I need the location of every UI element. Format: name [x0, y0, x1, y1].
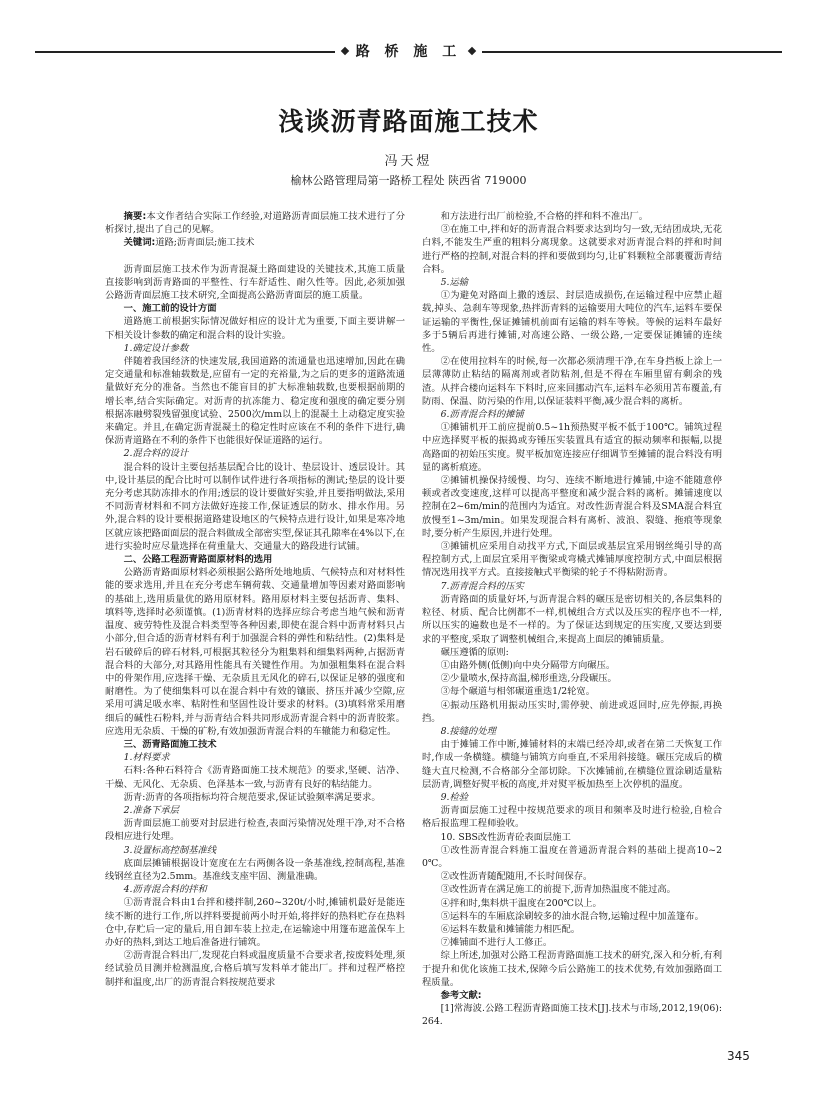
- keywords-label: 关键词:: [123, 237, 156, 249]
- subsection-heading: 8.接缝的处理: [440, 725, 496, 737]
- paragraph: 沥青面层施工技术作为沥青混凝土路面建设的关键技术,其施工质量直接影响到沥青路面的平整性、行车舒适性、耐久性等。因此,必须加强公路沥青面层施工技术研究,全面提高公路沥青面层的施工质量。: [105, 263, 405, 302]
- paragraph: 10. SBS改性沥青砼表面层施工: [440, 831, 571, 843]
- references-heading: 参考文献:: [440, 989, 482, 1001]
- subsection-heading: 7.沥青混合料的压实: [440, 580, 524, 592]
- paragraph: ①摊铺机开工前应提前0.5~1h预热熨平板不低于100℃。铺筑过程中应选择熨平板的振捣或夯锤压实装置具有适宜的振动频率和振幅,以提高路面的初始压实度。熨平板加宽连接应仔细调节至摊铺的混合料没有明显的离析痕迹。: [422, 422, 722, 473]
- subsection-heading: 2.准备下承层: [123, 804, 179, 816]
- paragraph: ③改性沥青在满足施工的前提下,沥青加热温度不能过高。: [440, 884, 676, 896]
- paragraph: ⑦摊铺面不进行人工修正。: [440, 937, 553, 949]
- paragraph: ①沥青混合料由1台拌和楼拌制,260~320t/小时,摊铺机最好是能连续不断的进行工作,所以拌料要提前两小时开始,将拌好的热料贮存在热料仓中,存贮后一定的量后,用自卸车装上拉走,在运输途中用篷布遮盖保车上办好的热料,到达工地后准备进行铺筑。: [105, 897, 405, 948]
- section-header: [0, 38, 817, 64]
- paragraph: 沥青路面的质量好坏,与沥青混合料的碾压是密切相关的,各层集料的粒径、材质、配合比例都不一样,机械组合方式以及压实的程序也不一样,所以压实的遍数也是不一样的。为了保证达到规定的压实度,又要达到要求的平整度,采取了调整机械组合,来提高上面层的摊铺质量。: [422, 593, 722, 645]
- paragraph: ①为避免对路面上撒的透层、封层造成损伤,在运输过程中应禁止超载,掉头、急刹车等现象,热拌沥青料的运输要用大吨位的汽车,运料车要保证运输的平衡性,保证摊铺机前面有运输的料车等候。等候的运料车最好多于5辆后再进行摊铺,对高速公路、一级公路,一定要保证摊铺的连续性。: [422, 290, 722, 355]
- paragraph: 碾压遵循的原则:: [440, 646, 509, 658]
- section-label: 路 桥 施 工: [355, 44, 462, 60]
- keywords-text: 道路;沥青面层;施工技术: [155, 237, 255, 249]
- paragraph: ⑥运料车数量和摊铺能力相匹配。: [440, 923, 581, 935]
- article-title: 浅谈沥青路面施工技术: [278, 107, 539, 136]
- paragraph: ③摊铺机应采用自动找平方式,下面层或基层宜采用钢丝绳引导的高程控制方式,上面层宜采用平衡梁或弯橇式摊铺厚度控制方式,中面层根据情况选用找平方式。直接接触式平衡梁的轮子不得粘附沥青。: [422, 541, 722, 579]
- paragraph: ⑤运料车的车厢底涂刷较多的油水混合物,运输过程中加盖篷布。: [440, 910, 704, 922]
- section-heading: 三、沥青路面施工技术: [123, 738, 217, 750]
- section-heading: 一、施工前的设计方面: [123, 303, 217, 315]
- paragraph: ③每个碾道与相邻碾道重迭1/2轮宽。: [440, 686, 596, 698]
- paragraph: 和方法进行出厂前检验,不合格的拌和料不准出厂。: [440, 211, 649, 222]
- header-diamond-left: [340, 47, 348, 55]
- paragraph: 公路沥青路面原材料必须根据公路所处地地质、气候特点和对材料性能的要求选用,并且在充分考虑车辆荷载、交通量增加等因素对路面影响的基础上,选用质量优的路用原材料。路用原材料主要包括沥青、集料、填料等,选择时必须谨慎。(1)沥青材料的选择应综合考虑当地气候和沥青温度、疲劳特性及混合料类型等各种因素,即使在混合料中沥青材料只占小部分,但合适的沥青材料有利于加强混合料的弹性和粘结性。(2)集料是岩石破碎后的碎石材料,可根据其粒径分为粗集料和细集料两种,占据沥青混合料的大部分,对其路用性能具有关键性作用。为加强粗集料在混合料中的骨架作用,应选择干燥、无杂质且无风化的碎石,以保证足够的强度和耐磨性。为了使细集料可以在混合料中有效的镶嵌、挤压并减少空隙,应采用可满足吸水率、粘附性和坚固性设计要求的材料。(3)填料常采用磨细后的碱性石粉料,并与沥青结合料共同形成沥青混合料中的沥青胶浆。应选用无杂质、干燥的矿粉,有效加强沥青混合料的车辙能力和稳定性。: [105, 567, 405, 737]
- paragraph: 由于摊铺工作中断,摊铺材料的末端已经冷却,或者在第二天恢复工作时,作成一条横缝。横缝与铺筑方向垂直,不采用斜接缝。碾压完成后的横缝大直尺检测,不合格部分全部切除。下次摊铺前,在横缝位置涂刷适量粘层沥青,调整好熨平板的高度,并对熨平板加热至上次停机的温度。: [422, 739, 722, 790]
- abstract-spacer: [105, 250, 405, 263]
- paragraph: 混合料的设计主要包括基层配合比的设计、垫层设计、透层设计。其中,设计基层的配合比时可以制作试件进行各项指标的测试;垫层的设计要充分考虑其防冻排水的作用;透层的设计要做好实验,并且要指明做法,采用不同沥青材料和不同方法做好连接工作,保证透层的防水、排水作用。另外,混合料的设计要根据道路建设地区的气候特点进行设计,如果是寒冷地区就应该把路面面层的混合料做成全部密实型,保证其孔隙率在4%以下,在进行实验时应尽量选择在荷重量大、交通量大的路段进行试铺。: [105, 461, 405, 552]
- subsection-heading: 9.检验: [440, 791, 469, 803]
- abstract-text: 本文作者结合实际工作经验,对道路沥青面层施工技术进行了分析探讨,提出了自己的见解。: [105, 211, 405, 236]
- header-diamond-right: [468, 47, 476, 55]
- subsection-heading: 5.运输: [440, 277, 469, 289]
- paragraph: ④拌和时,集料烘干温度在200℃以上。: [440, 897, 602, 909]
- reference-item: [1]常海波.公路工程沥青路面施工技术[J].技术与市场,2012,19(06):264.: [422, 1003, 722, 1028]
- paragraph: ②沥青混合料出厂,发现花白料或温度质量不合要求者,按废料处理,须经试验员目测并检测温度,合格后填写发料单才能出厂。拌和过程严格控制拌和温度,出厂的沥青混合料按规范要求: [105, 950, 405, 988]
- subsection-heading: 4.沥青混合料的拌和: [123, 884, 207, 896]
- paragraph: ①改性沥青混合料施工温度在普通沥青混合料的基础上提高10~20℃。: [422, 844, 722, 869]
- paragraph: 沥青面层施工过程中按规范要求的项目和频率及时进行检验,自检合格后报监理工程师验收。: [422, 805, 722, 830]
- subsection-heading: 1.确定设计参数: [123, 342, 189, 354]
- paragraph: 道路施工前根据实际情况做好相应的设计尤为重要,下面主要讲解一下相关设计参数的确定和混合料的设计实验。: [105, 316, 405, 341]
- paragraph: ②在使用拉料车的时候,每一次都必须清理干净,在车身挡板上涂上一层薄薄防止粘结的隔离剂或者防粘剂,但是不得在车厢里留有剩余的残渣。从拌合楼向运料车下料时,应来回挪动汽车,运料车必须用苫布覆盖,有防雨、保温、防污染的作用,以保证装料平衡,减少混合料的离析。: [422, 356, 722, 407]
- subsection-heading: 2.混合料的设计: [123, 448, 189, 460]
- subsection-heading: 6.沥青混合料的摊铺: [440, 409, 524, 421]
- subsection-heading: 1.材料要求: [123, 752, 170, 764]
- paragraph: ②摊铺机操保持缓慢、均匀、连续不断地进行摊铺,中途不能随意停顿或者改变速度,这样可以提高平整度和减少混合料的离析。摊铺速度以控制在2~6m/min的范围内为适宜。对改性沥青混合料及SMA混合料宜放慢至1~3m/min。如果发现混合料有离析、波浪、裂缝、拖痕等现象时,要分析产生原因,并进行处理。: [422, 475, 722, 539]
- right-column: [422, 210, 722, 1029]
- section-heading: 二、公路工程沥青路面原材料的选用: [123, 554, 273, 566]
- subsection-heading: 3.设置标高控制基准线: [123, 844, 217, 856]
- article-author: 冯天煜: [384, 154, 433, 169]
- abstract: [105, 210, 405, 236]
- paragraph: ④振动压路机用振动压实时,需停驶、前进或返回时,应先停振,再换挡。: [422, 699, 722, 724]
- article-affiliation: 榆林公路管理局第一路桥工程处 陕西省 719000: [290, 174, 527, 187]
- header-rule-right: [482, 51, 782, 53]
- paragraph: 底面层摊铺根据设计宽度在左右两侧各设一条基准线,控制高程,基准线钢丝直径为2.5mm。基准线支座牢固、测量准确。: [105, 857, 405, 882]
- paragraph: ②改性沥青随配随用,不长时间保存。: [440, 871, 593, 883]
- paragraph: 沥青:沥青的各项指标均符合规范要求,保证试验频率满足要求。: [123, 791, 381, 803]
- paragraph: ②少量喷水,保持高温,梯形重迭,分段碾压。: [440, 673, 617, 685]
- keywords: [105, 236, 405, 249]
- paragraph: 综上所述,加强对公路工程沥青路面施工技术的研究,深入和分析,有利于提升和优化该施工技术,保障今后公路施工的技术优势,有效加强路面工程质量。: [422, 950, 722, 988]
- left-column: [105, 210, 405, 989]
- header-rule-left: [35, 51, 335, 53]
- paragraph: ①由路外侧(低侧)向中央分隔带方向碾压。: [440, 659, 616, 671]
- paragraph: 沥青面层施工前要对封层进行检查,表面污染情况处理干净,对不合格段相应进行处理。: [105, 818, 405, 843]
- paragraph: ③在施工中,拌和好的沥青混合料要求达到均匀一致,无结团成块,无花白料,不能发生严重的粗料分离现象。这就要求对沥青混合料的拌和时间进行严格的控制,对混合料的拌和要做到均匀,让矿料颗粒全部裹覆沥青结合料。: [422, 224, 722, 275]
- page-number: 345: [727, 1049, 750, 1063]
- abstract-label: 摘要:: [123, 211, 147, 222]
- paragraph: 伴随着我国经济的快速发展,我国道路的流通量也迅速增加,因此在确定交通量和标准轴载数是,应留有一定的充裕量,为之后的更多的道路流通量做好充分的准备。当然也不能盲目的扩大标准轴载数,也要根据前期的增长率,结合实际确定。对沥青的抗冻能力、稳定度和强度的确定要分别根据冻融劈裂残留强度试验、2500次/mm以上的混凝土上动稳定度实验来确定。并且,在确定沥青混凝土的稳定性时应该在不利的条件下进行,确保沥青道路在不利的条件下也能很好保证道路的运行。: [105, 356, 405, 447]
- paragraph: 石料:各种石料符合《沥青路面施工技术规范》的要求,坚硬、洁净、干燥、无风化、无杂质、色泽基本一致,与沥青有良好的粘结能力。: [105, 765, 405, 790]
